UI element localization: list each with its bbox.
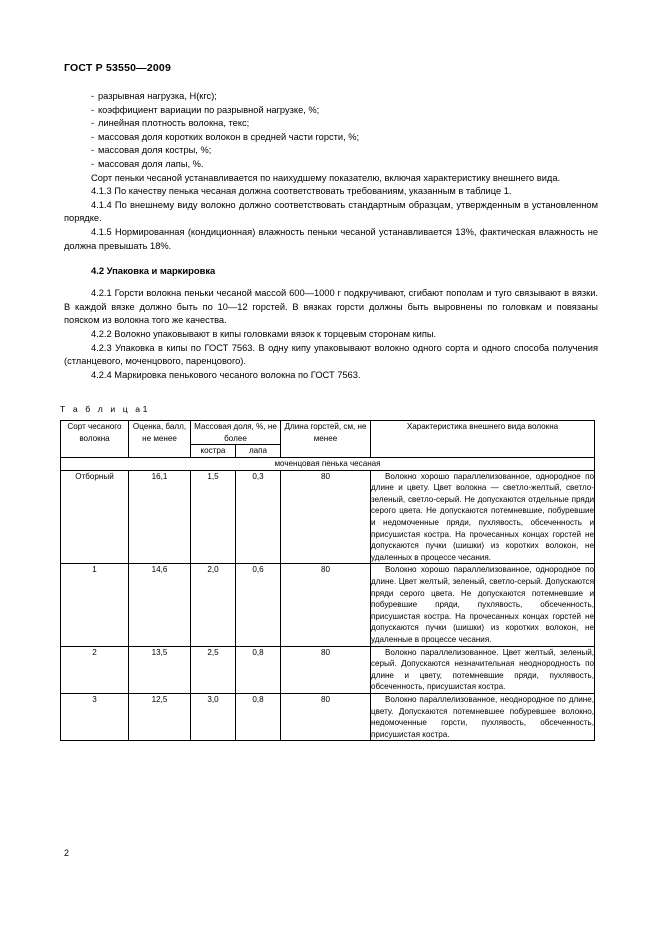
cell-description: Волокно хорошо параллелизованное, однородное по длине. Цвет желтый, зеленый, светло-серый. Допускаются пряди серого цвета. Не допускаются потемневшие и побуревшие пряди, пухлявость, обсеченность, присушистая костра. На прочесанных концах горстей не допускаются пучки (шишки) из коротких волокон, не удаленные в процессе чесания.	[371, 564, 595, 646]
list-item-label: массовая доля костры, %;	[98, 145, 212, 156]
list-item	[64, 104, 598, 118]
cell-sort: Отборный	[61, 470, 129, 564]
body-text-block	[64, 90, 598, 382]
header-handful-length: Длина горстей, см, не менее	[281, 421, 371, 458]
parameter-dash-list	[64, 90, 598, 172]
cell-description: Волокно параллелизованное. Цвет желтый, зеленый, серый. Допускаются незначительная неоднородность по длине и цвету, потемневшие пряди, пухлявость, обсеченность, присушистая костра.	[371, 646, 595, 693]
list-item-label: разрывная нагрузка, Н(кгс);	[98, 91, 217, 101]
cell-description: Волокно параллелизованное, неоднородное по длине, цвету. Допускаются потемневшее побуревшее волокно, недомоченные горсти, пухлявость, обсеченность, присушистая костра.	[371, 693, 595, 740]
cell-sort: 1	[61, 564, 129, 646]
dash-bullet: -	[91, 131, 95, 142]
dash-bullet: -	[91, 158, 95, 169]
paragraph-4-2-2: 4.2.2 Волокно упаковывают в кипы головками вязок к торцевым сторонам кипы.	[91, 328, 437, 339]
cell-lapa: 0,8	[236, 693, 281, 740]
list-item-label: коэффициент вариации по разрывной нагрузке, %;	[98, 104, 320, 115]
header-mass-fraction-group: Массовая доля, %, не более	[191, 421, 281, 445]
cell-description: Волокно хорошо параллелизованное, однородное по длине и цвету. Цвет волокна — светло-желтый, светло-зеленый, светло-серый. Не допускаются отдельные пряди серого цвета. Не допускаются потемневшие, побуревшие и недомоченные пряди, пухлявость, обсеченность и присушистая костра. На прочесанных концах горстей не допускаются пучки (шишки) из коротких волокон, не удаленных в процессе чесания.	[371, 470, 595, 564]
page-content	[60, 0, 598, 741]
table-body	[61, 458, 595, 741]
paragraph-4-2-4: 4.2.4 Маркировка пенькового чесаного волокна по ГОСТ 7563.	[91, 369, 361, 380]
cell-kostra: 2,5	[191, 646, 236, 693]
dash-bullet: -	[91, 145, 95, 156]
paragraph-4-1-4: 4.1.4 По внешнему виду волокно должно соответствовать стандартным образцам, утвержденным в установленном порядке.	[64, 199, 598, 224]
group-row-label: моченцовая пенька чесаная	[61, 458, 595, 471]
list-item-label: массовая доля коротких волокон в средней части горсти, %;	[98, 131, 360, 142]
paragraph-4-1-3: 4.1.3 По качеству пенька чесаная должна соответствовать требованиям, указанным в таблице 1.	[91, 186, 512, 197]
paragraph-4-1-5: 4.1.5 Нормированная (кондиционная) влажность пеньки чесаной устанавливается 13%, фактическая влажность не должна превышать 18%.	[64, 226, 598, 251]
cell-sort: 2	[61, 646, 129, 693]
table-header-row-1	[61, 421, 595, 445]
dash-bullet: -	[91, 104, 95, 115]
cell-sort: 3	[61, 693, 129, 740]
cell-length: 80	[281, 470, 371, 564]
header-sort-of-fiber: Сорт чесаного волокна	[61, 421, 129, 458]
table-row	[61, 646, 595, 693]
header-kostra: костра	[191, 445, 236, 458]
cell-length: 80	[281, 564, 371, 646]
page-number: 2	[64, 848, 70, 858]
paragraph-4-2-1: 4.2.1 Горсти волокна пеньки чесаной массой 600—1000 г подкручивают, сгибают пополам и туго связывают в вязки. В каждой вязке должно быть по 10—12 горстей. В вязках горсти должны быть выровнены по головкам и повязаны пояском из волокна того же качества.	[64, 288, 598, 326]
table-row	[61, 470, 595, 564]
cell-kostra: 1,5	[191, 470, 236, 564]
cell-kostra: 2,0	[191, 564, 236, 646]
header-lapa: лапа	[236, 445, 281, 458]
cell-lapa: 0,6	[236, 564, 281, 646]
paragraph-sort-rule: Сорт пеньки чесаной устанавливается по наихудшему показателю, включая характеристику внешнего вида.	[91, 172, 561, 183]
specification-table	[60, 420, 595, 741]
standard-number-header: ГОСТ Р 53550—2009	[64, 62, 172, 74]
list-item-label: линейная плотность волокна, текс;	[98, 118, 250, 129]
cell-score: 12,5	[129, 693, 191, 740]
cell-lapa: 0,8	[236, 646, 281, 693]
cell-kostra: 3,0	[191, 693, 236, 740]
cell-length: 80	[281, 693, 371, 740]
section-heading-4-2: 4.2 Упаковка и маркировка	[91, 265, 216, 277]
cell-lapa: 0,3	[236, 470, 281, 564]
table-row	[61, 693, 595, 740]
table-caption-number: 1	[142, 404, 148, 415]
table-group-row	[61, 458, 595, 471]
list-item	[64, 158, 598, 172]
list-item	[64, 144, 598, 158]
cell-score: 13,5	[129, 646, 191, 693]
paragraph-4-2-3: 4.2.3 Упаковка в кипы по ГОСТ 7563. В одну кипу упаковывают волокно одного сорта и одного способа получения (стланцевого, моченцового, паренцового).	[64, 342, 598, 367]
cell-score: 16,1	[129, 470, 191, 564]
list-item	[64, 117, 598, 131]
table-caption-label: Т а б л и ц а	[60, 404, 143, 415]
list-item-label: массовая доля лапы, %.	[98, 158, 204, 169]
cell-score: 14,6	[129, 564, 191, 646]
header-appearance-characteristic: Характеристика внешнего вида волокна	[371, 421, 595, 458]
header-score: Оценка, балл, не менее	[129, 421, 191, 458]
table-row	[61, 564, 595, 646]
dash-bullet: -	[91, 118, 95, 129]
cell-length: 80	[281, 646, 371, 693]
list-item	[64, 90, 598, 104]
list-item	[64, 131, 598, 145]
dash-bullet: -	[91, 91, 95, 101]
table-head	[61, 421, 595, 458]
table-caption	[60, 404, 598, 414]
